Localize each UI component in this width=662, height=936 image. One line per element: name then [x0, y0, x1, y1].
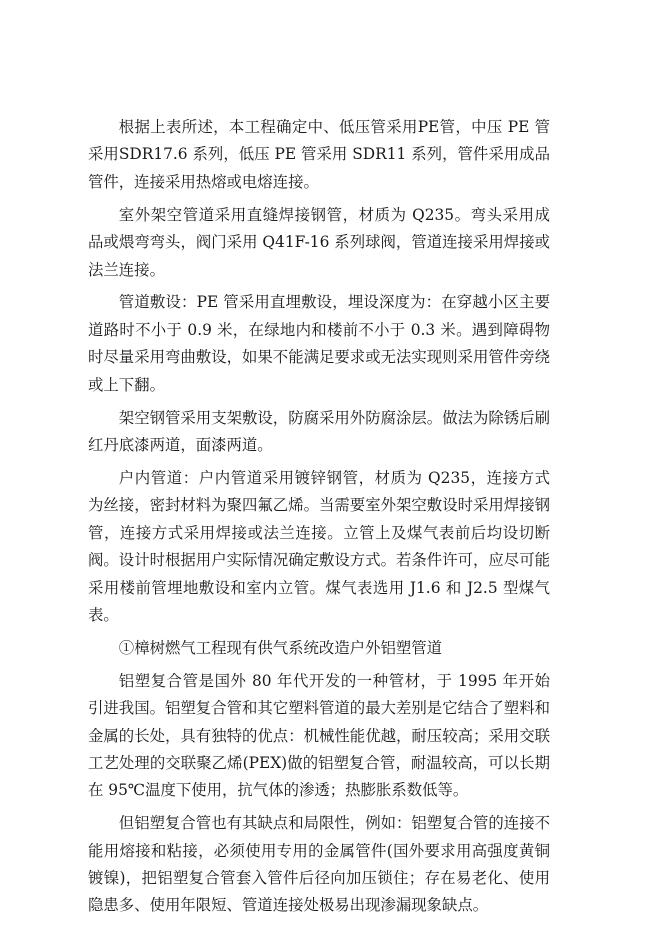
paragraph-overhead-pipe: 室外架空管道采用直缝焊接钢管，材质为 Q235。弯头采用成品或煨弯弯头，阀门采用 Q41F-16 系列球阀，管道连接采用焊接或法兰连接。: [88, 205, 550, 279]
paragraph-steel-support: 架空钢管采用支架敷设，防腐采用外防腐涂层。做法为除锈后刷红丹底漆两道，面漆两道。: [88, 408, 550, 454]
paragraph-aluminum-plastic-advantages: 铝塑复合管是国外 80 年代开发的一种管材，于 1995 年开始引进我国。铝塑复合管和其它塑料管道的最大差别是它结合了塑料和金属的长处，具有独特的优点：机械性能优越，耐压较高；采用交联工艺处理的交联聚乙烯(PEX)做的铝塑复合管，耐温较高，可以长期在 95℃温度下使用，抗气体的渗透；热膨胀系数低等。: [88, 671, 550, 800]
paragraph-aluminum-plastic-drawbacks: 但铝塑复合管也有其缺点和局限性，例如：铝塑复合管的连接不能用熔接和粘接，必须使用专用的金属管件(国外要求用高强度黄铜镀镍)，把铝塑复合管套入管件后径向加压锁住；存在易老化、使用隐患多、使用年限短、管道连接处极易出现渗漏现象缺点。: [88, 814, 550, 915]
paragraph-indoor-pipe: 户内管道：户内管道采用镀锌钢管，材质为 Q235，连接方式为丝接，密封材料为聚四氟乙烯。当需要室外架空敷设时采用焊接钢管，连接方式采用焊接或法兰连接。立管上及煤气表前后均设切断阀。设计时根据用户实际情况确定敷设方式。若条件许可，应尽可能采用楼前管埋地敷设和室内立管。煤气表选用 J1.6 和 J2.5 型煤气表。: [88, 468, 550, 624]
section-heading-aluminum-plastic: ①樟树燃气工程现有供气系统改造户外铝塑管道: [118, 638, 443, 657]
paragraph-pe-pipe-spec: 根据上表所述，本工程确定中、低压管采用PE管，中压 PE 管采用SDR17.6 系列，低压 PE 管采用 SDR11 系列，管件采用成品管件，连接采用热熔或电熔连接。: [88, 118, 550, 191]
paragraph-pipe-laying: 管道敷设：PE 管采用直埋敷设，埋设深度为：在穿越小区主要道路时不小于 0.9 米，在绿地内和楼前不小于 0.3 米。遇到障碍物时尽量采用弯曲敷设，如果不能满足要求或无法实现则采用管件旁绕或上下翻。: [88, 293, 550, 394]
document-body: [88, 114, 550, 925]
